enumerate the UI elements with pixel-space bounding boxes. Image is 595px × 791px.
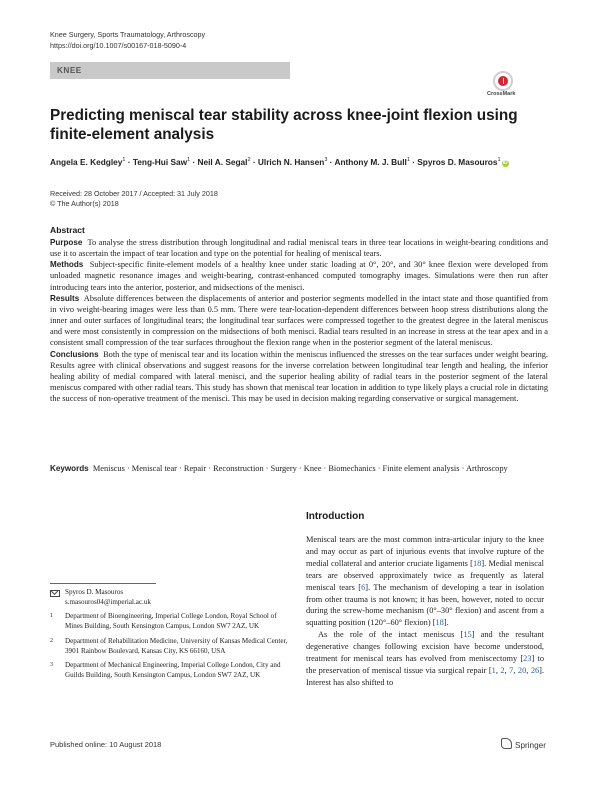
- copyright: © The Author(s) 2018: [50, 198, 119, 208]
- author-affiliation-mark: 1: [187, 157, 191, 164]
- paragraph-text: ].: [443, 618, 449, 628]
- section-label: KNEE: [57, 66, 82, 75]
- paragraph-text: ,: [513, 665, 518, 675]
- citation-link[interactable]: 1: [491, 665, 496, 675]
- conclusions-text: Both the type of meniscal tear and its location within the meniscus influenced the stresses on the tear surfaces under weight bearing. Results agree with clinical observations and suggest reasons for the inverse correlation between longitudinal tear length and healing, the inferior healing ability of medial compared with lateral menisci, and the superior healing ability of radial tears in the posterior segment of the lateral meniscus compared with other radial tears. This study has shown that meniscal tear location in addition to type likely plays a crucial role in dictating the success of non-operative treatment of the menisci. This may be used in decision making regarding conservative or surgical management.: [50, 349, 548, 404]
- keywords: [50, 463, 548, 474]
- publisher-name: Springer: [515, 741, 546, 750]
- abstract-heading: Abstract: [50, 225, 85, 235]
- introduction-body: [306, 534, 544, 689]
- methods-label: Methods: [50, 260, 84, 270]
- abstract-conclusions: [50, 349, 548, 405]
- author-separator: ·: [409, 157, 418, 167]
- paragraph-text: ,: [495, 665, 501, 675]
- affiliation-text: Department of Mechanical Engineering, Imperial College London, City and Guilds Building, South Kensington Campus, London SW7 2AZ, UK: [65, 661, 281, 679]
- methods-text: Subject-specific finite-element models of a healthy knee under static loading at 0°, 20°, and 30° knee flexion were developed from unloaded magnetic resonance images and weight-bearing, contrast-enhanced computed tomography images. Simulations were then run after introducing tears into the anterior, posterior, and midsections of the menisci.: [50, 260, 549, 292]
- correspondence-name: Spyros D. Masouros: [65, 588, 124, 596]
- springer-horse-icon: [501, 738, 512, 749]
- introduction-heading: Introduction: [306, 511, 365, 522]
- affiliation-number: 2: [50, 637, 53, 644]
- received-accepted: Received: 28 October 2017 / Accepted: 31 July 2018: [50, 189, 218, 198]
- doi-link[interactable]: https://doi.org/10.1007/s00167-018-5090-4: [50, 40, 187, 50]
- journal-name: Knee Surgery, Sports Traumatology, Arthroscopy: [50, 30, 206, 39]
- citation-link[interactable]: 20: [517, 665, 527, 675]
- affiliation-list: [50, 612, 290, 680]
- results-text: Absolute differences between the displacements of anterior and posterior segments modelled in the intact state and those quantified from in vivo weight-bearing images were less than 0.5 mm. There were tear-location-dependent differences between hoop stress distributions along the inner and outer surfaces of longitudinal tears; the longitudinal tear surfaces were compressed together to the greatest degree in the lateral meniscus and were most consistently in compression on the midsections of both menisci. Radial tears resulted in an increase in stress at the tear apex and in a consistent small compression of the tear surfaces throughout the flexion range when in the posterior segment of the lateral meniscus.: [50, 293, 548, 348]
- correspondence-email[interactable]: s.masouros04@imperial.ac.uk: [65, 597, 151, 606]
- author-separator: ·: [250, 157, 258, 167]
- purpose-text: To analyse the stress distribution through longitudinal and radial meniscal tears in three tear locations in weight-bearing conditions and use it to ascertain the impact of tear location and type on the potential for healing of meniscal tears.: [50, 238, 548, 259]
- author-name: Angela E. Kedgley: [50, 157, 123, 167]
- affiliation: [50, 612, 290, 631]
- abstract-body: [50, 237, 548, 404]
- author-separator: ·: [125, 157, 133, 167]
- introduction-paragraph-1: [306, 534, 544, 629]
- abstract-results: [50, 293, 548, 349]
- keywords-label: Keywords: [50, 464, 89, 473]
- affiliation-text: Department of Rehabilitation Medicine, University of Kansas Medical Center, 3901 Rainbow Boulevard, Kansas City, KS 66160, USA: [65, 636, 288, 655]
- paragraph-text: ]. Interest has also shifted to: [306, 665, 545, 687]
- crossmark-button[interactable]: [487, 71, 547, 103]
- author-name: Anthony M. J. Bull: [334, 157, 407, 167]
- citation-link[interactable]: 18: [472, 558, 482, 568]
- abstract-purpose: [50, 237, 548, 259]
- footnotes: [50, 588, 290, 686]
- paragraph-text: As the role of the intact meniscus [: [318, 630, 464, 640]
- citation-link[interactable]: 18: [435, 618, 444, 628]
- crossmark-label: CrossMark: [487, 91, 516, 97]
- article-dates: [50, 189, 218, 208]
- paragraph-text: ]. Medial meniscal tears are observed approximately twice as frequently as lateral meniscal tears [: [306, 558, 545, 592]
- paragraph-text: Meniscal tears are the most common intra-articular injury to the knee and may occur as part of injurious events that involve rupture of the medial collateral and anterior cruciate ligaments [: [306, 535, 544, 568]
- journal-header: [50, 30, 205, 51]
- published-online: Published online: 10 August 2018: [50, 740, 162, 749]
- affiliation: [50, 637, 290, 656]
- mail-icon: [50, 590, 60, 597]
- author-affiliation-mark: 3: [324, 157, 328, 164]
- author-affiliation-mark: 2: [247, 157, 251, 164]
- affiliation-number: 1: [50, 613, 53, 620]
- results-label: Results: [50, 293, 80, 303]
- author-name: Ulrich N. Hansen: [257, 157, 325, 167]
- author-affiliation-mark: 1: [406, 157, 410, 164]
- introduction-paragraph-2: [306, 629, 544, 689]
- keywords-text: Meniscus · Meniscal tear · Repair · Reconstruction · Surgery · Knee · Biomechanics · Finite element analysis · Arthroscopy: [92, 464, 508, 473]
- section-bar: [50, 62, 290, 79]
- article-title: Predicting meniscal tear stability across knee-joint flexion using finite-element analysis: [50, 107, 518, 143]
- author-separator: ·: [327, 157, 335, 167]
- author-list: [50, 157, 550, 167]
- paragraph-text: ,: [526, 665, 531, 675]
- paragraph-text: ] to the preservation of meniscal tissue via surgical repair [: [306, 654, 544, 675]
- citation-link[interactable]: 7: [509, 665, 514, 675]
- author-affiliation-mark: 1: [497, 157, 501, 164]
- paragraph-text: ] and the resultant degenerative changes following excision have become understood, treatment for meniscal tears has evolved from meniscectomy [: [306, 630, 544, 664]
- crossmark-icon: [493, 71, 513, 91]
- correspondence: [50, 588, 290, 607]
- affiliation-number: 3: [50, 662, 53, 669]
- citation-link[interactable]: 26: [530, 665, 540, 675]
- citation-link[interactable]: 15: [463, 630, 472, 640]
- paragraph-text: ]. The mechanism of developing a tear in isolation from other trauma is not known; it has been, however, noted to occur during the screw-home mechanism (0°–30° flexion) and ascent from a squatting position (120°–60° flexion) [: [306, 582, 544, 628]
- author-affiliation-mark: 1: [122, 157, 126, 164]
- publisher-logo: [501, 738, 546, 750]
- affiliation-text: Department of Bioengineering, Imperial College London, Royal School of Mines Building, South Kensington Campus, London SW7 2AZ, UK: [65, 612, 277, 631]
- citation-link[interactable]: 23: [523, 654, 532, 664]
- paragraph-text: ,: [504, 665, 510, 675]
- author-name: Teng-Hui Saw: [132, 157, 188, 167]
- citation-link[interactable]: 2: [500, 665, 505, 675]
- citation-link[interactable]: 6: [361, 582, 366, 592]
- abstract-methods: [50, 259, 548, 292]
- affiliation: [50, 661, 290, 680]
- author-name: Spyros D. Masouros: [417, 157, 498, 167]
- conclusions-label: Conclusions: [50, 349, 99, 359]
- footnote-divider: [50, 583, 156, 584]
- orcid-icon[interactable]: iD: [502, 160, 508, 166]
- author-separator: ·: [190, 157, 198, 167]
- purpose-label: Purpose: [50, 238, 83, 247]
- author-name: Neil A. Segal: [197, 157, 248, 167]
